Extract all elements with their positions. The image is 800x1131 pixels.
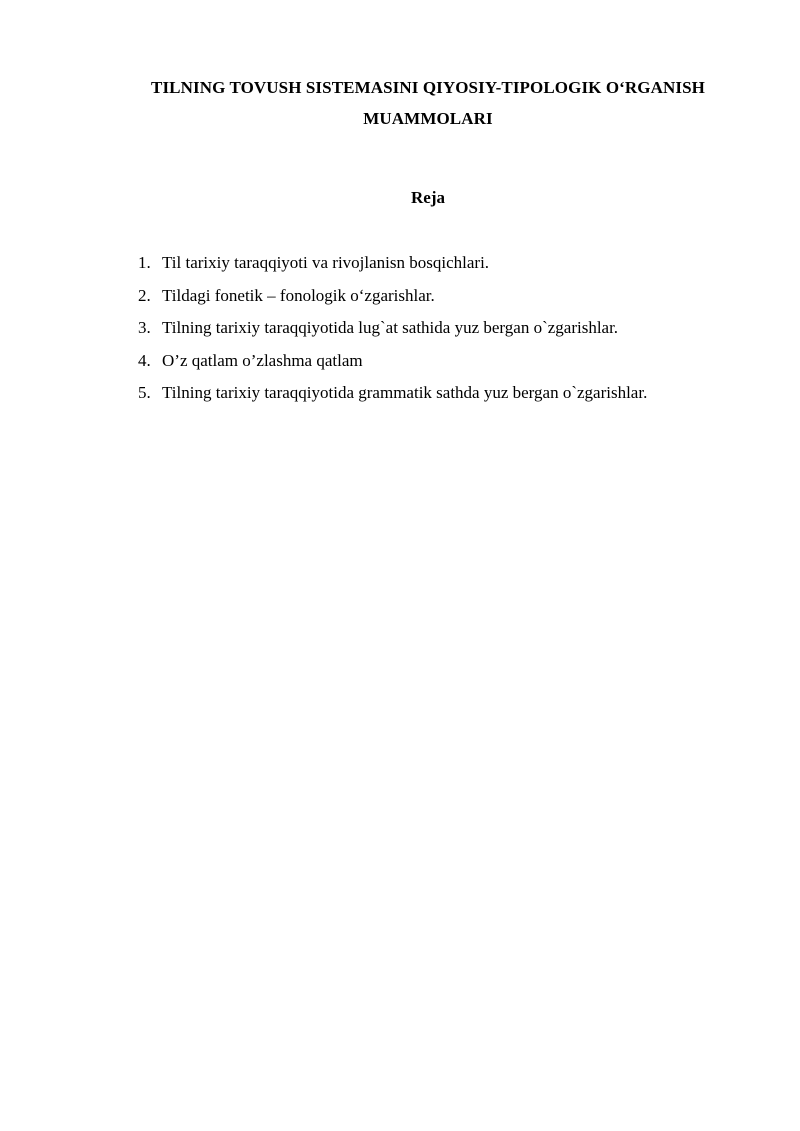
document-title-line-1: TILNING TOVUSH SISTEMASINI QIYOSIY-TIPOLOGIK O‘RGANISH (151, 78, 705, 97)
plan-item-number: 1. (138, 253, 151, 272)
plan-heading: Reja (411, 188, 445, 207)
plan-item-number: 5. (138, 383, 151, 402)
plan-item-number: 3. (138, 318, 151, 337)
document-title-line-2: MUAMMOLARI (363, 109, 493, 128)
plan-item-number: 2. (138, 285, 151, 305)
plan-item-4 (138, 350, 758, 383)
plan-item-text: Tilning tarixiy taraqqiyotida grammatik sathda yuz bergan o`zgarishlar. (162, 383, 648, 402)
plan-item-text: O’z qatlam o’zlashma qatlam (162, 350, 363, 370)
plan-item-number: 4. (138, 350, 151, 370)
plan-item-5 (138, 382, 758, 415)
plan-item-text: Tilning tarixiy taraqqiyotida lug`at sathida yuz bergan o`zgarishlar. (162, 318, 619, 337)
plan-item-text: Til tarixiy taraqqiyoti va rivojlanisn bosqichlari. (162, 253, 490, 272)
plan-item-3 (138, 317, 758, 350)
plan-item-2 (138, 285, 758, 318)
plan-item-1 (138, 252, 758, 285)
plan-item-text: Tildagi fonetik – fonologik o‘zgarishlar. (162, 285, 435, 305)
plan-list (138, 252, 758, 415)
